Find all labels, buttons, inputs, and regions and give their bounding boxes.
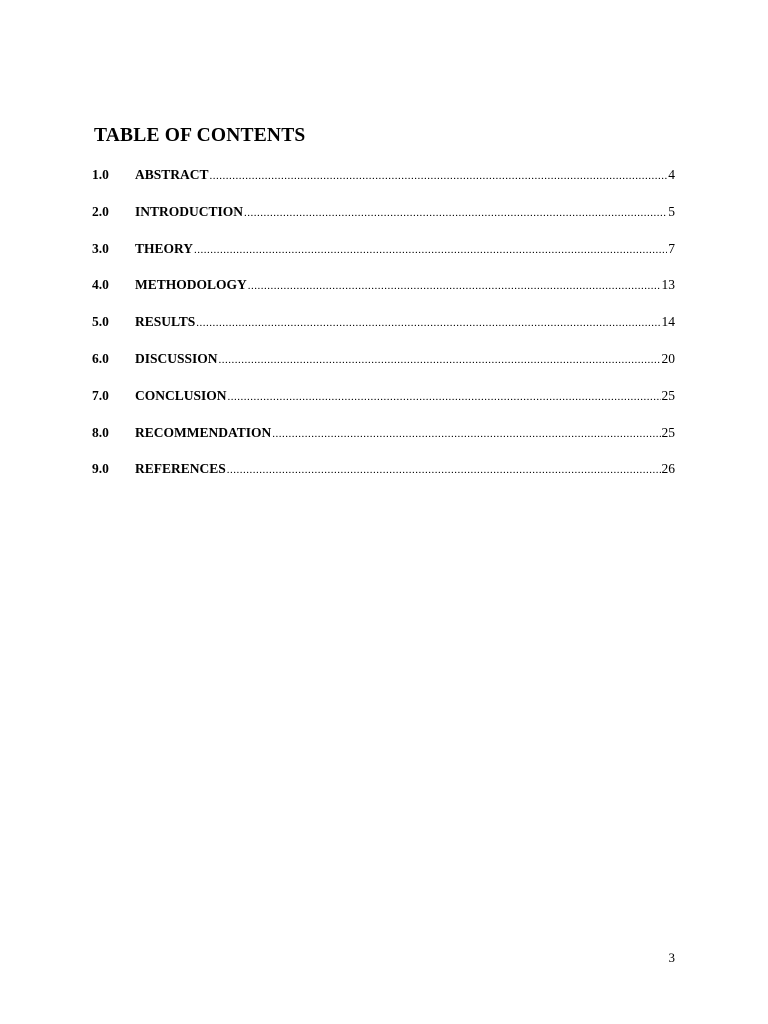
toc-entry-abstract[interactable] bbox=[92, 167, 675, 204]
toc-dot-leader bbox=[248, 280, 661, 292]
toc-entry-page[interactable]: 25 bbox=[661, 387, 675, 403]
toc-entry-number: 3.0 bbox=[92, 240, 109, 256]
toc-dot-leader bbox=[194, 244, 667, 256]
toc-entry-number: 8.0 bbox=[92, 424, 109, 440]
toc-dot-leader bbox=[228, 391, 661, 403]
toc-dot-leader bbox=[227, 464, 661, 476]
toc-entry-discussion[interactable] bbox=[92, 351, 675, 388]
toc-entry-title[interactable]: RESULTS bbox=[135, 314, 196, 330]
toc-entry-number: 2.0 bbox=[92, 203, 109, 219]
toc-entry-page[interactable]: 20 bbox=[661, 350, 675, 366]
toc-entry-title[interactable]: INTRODUCTION bbox=[135, 203, 244, 219]
toc-entry-page[interactable]: 7 bbox=[668, 240, 675, 256]
toc-entry-page[interactable]: 13 bbox=[661, 277, 675, 293]
toc-dot-leader bbox=[196, 317, 660, 329]
toc-entry-recommendation[interactable] bbox=[92, 425, 675, 462]
toc-entry-title[interactable]: THEORY bbox=[135, 240, 194, 256]
toc-entry-title[interactable]: CONCLUSION bbox=[135, 387, 227, 403]
toc-entry-title[interactable]: RECOMMENDATION bbox=[135, 424, 272, 440]
toc-entry-number: 9.0 bbox=[92, 461, 109, 477]
toc-entry-number: 5.0 bbox=[92, 314, 109, 330]
toc-entry-page[interactable]: 25 bbox=[661, 424, 675, 440]
toc-entry-methodology[interactable] bbox=[92, 277, 675, 314]
toc-entry-conclusion[interactable] bbox=[92, 388, 675, 425]
toc-entry-number: 6.0 bbox=[92, 350, 109, 366]
toc-entry-references[interactable] bbox=[92, 461, 675, 498]
toc-list bbox=[92, 167, 675, 498]
page-number: 3 bbox=[668, 950, 675, 965]
toc-dot-leader bbox=[210, 170, 668, 182]
toc-entry-number: 1.0 bbox=[92, 167, 109, 182]
toc-entry-theory[interactable] bbox=[92, 241, 675, 278]
toc-entry-introduction[interactable] bbox=[92, 204, 675, 241]
toc-entry-number: 7.0 bbox=[92, 387, 109, 403]
toc-entry-title[interactable]: METHODOLOGY bbox=[135, 277, 247, 293]
toc-dot-leader bbox=[272, 428, 660, 440]
toc-entry-page[interactable]: 26 bbox=[661, 461, 675, 477]
toc-entry-results[interactable] bbox=[92, 314, 675, 351]
toc-dot-leader bbox=[219, 354, 661, 366]
toc-entry-page[interactable]: 4 bbox=[668, 167, 675, 182]
toc-entry-title[interactable]: REFERENCES bbox=[135, 461, 226, 477]
toc-entry-page[interactable]: 5 bbox=[668, 203, 675, 219]
toc-heading: TABLE OF CONTENTS bbox=[94, 125, 306, 146]
toc-dot-leader bbox=[244, 207, 667, 219]
toc-entry-title[interactable]: ABSTRACT bbox=[135, 167, 209, 182]
toc-entry-page[interactable]: 14 bbox=[661, 314, 675, 330]
toc-entry-number: 4.0 bbox=[92, 277, 109, 293]
toc-entry-title[interactable]: DISCUSSION bbox=[135, 350, 218, 366]
